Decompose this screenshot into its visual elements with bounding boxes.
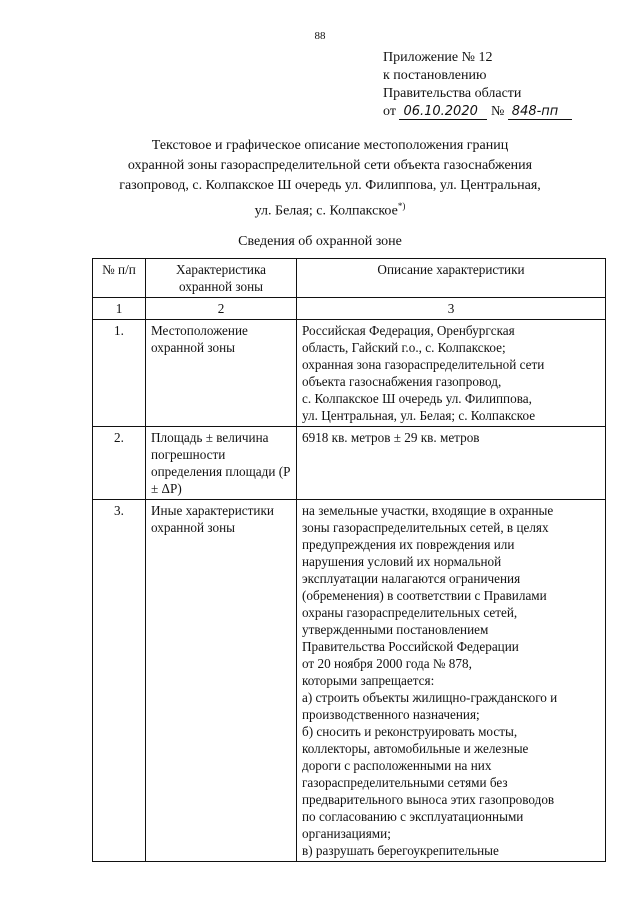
title-line-3: газопровод, с. Колпакское Ш очередь ул. Филиппова, ул. Центральная, bbox=[119, 178, 541, 193]
header-characteristic: Характеристика охранной зоны bbox=[146, 259, 297, 298]
description-line: б) сносить и реконструировать мосты, bbox=[302, 724, 518, 739]
description-line: коллекторы, автомобильные и железные bbox=[302, 741, 529, 756]
row-description bbox=[297, 427, 606, 500]
description-line: которыми запрещается: bbox=[302, 673, 435, 688]
table-row bbox=[93, 320, 606, 427]
description-line: утвержденными постановлением bbox=[302, 622, 489, 637]
number-label: № bbox=[490, 104, 505, 119]
row-description bbox=[297, 320, 606, 427]
page-number: 88 bbox=[314, 30, 326, 42]
description-line: от 20 ноября 2000 года № 878, bbox=[302, 656, 472, 671]
index-cell-3: 3 bbox=[297, 298, 606, 320]
row-number: 1. bbox=[93, 320, 146, 427]
description-line: по согласованию с эксплуатационными bbox=[302, 809, 524, 824]
table-row bbox=[93, 500, 606, 862]
appendix-date-row bbox=[383, 103, 572, 121]
document-title bbox=[90, 136, 570, 222]
row-characteristic: Площадь ± величина погрешности определения площади (Р ± ΔР) bbox=[146, 427, 297, 500]
description-line: на земельные участки, входящие в охранные bbox=[302, 503, 554, 518]
index-cell-1: 1 bbox=[93, 298, 146, 320]
row-number: 2. bbox=[93, 427, 146, 500]
appendix-block bbox=[383, 49, 572, 121]
appendix-title: Приложение № 12 bbox=[383, 50, 493, 65]
description-line: ул. Центральная, ул. Белая; с. Колпакское bbox=[302, 408, 536, 423]
column-index-row bbox=[93, 298, 606, 320]
description-line: охраны газораспределительных сетей, bbox=[302, 605, 518, 620]
description-line: предварительного выноса этих газопроводов bbox=[302, 792, 555, 807]
description-line: в) разрушать берегоукрепительные bbox=[302, 843, 499, 858]
description-line: нарушения условий их нормальной bbox=[302, 554, 502, 569]
title-line-1: Текстовое и графическое описание местоположения границ bbox=[151, 138, 509, 153]
table-header-row bbox=[93, 259, 606, 298]
row-number: 3. bbox=[93, 500, 146, 862]
description-line: а) строить объекты жилищно-гражданского и bbox=[302, 690, 558, 705]
description-line: (обременения) в соответствии с Правилами bbox=[302, 588, 547, 603]
description-line: зоны газораспределительных сетей, в целях bbox=[302, 520, 549, 535]
description-line: с. Колпакское Ш очередь ул. Филиппова, bbox=[302, 391, 532, 406]
handwritten-number: 848-пп bbox=[508, 104, 572, 120]
header-description: Описание характеристики bbox=[297, 259, 606, 298]
description-line: эксплуатации налагаются ограничения bbox=[302, 571, 521, 586]
description-line: Правительства Российской Федерации bbox=[302, 639, 519, 654]
description-line: производственного назначения; bbox=[302, 707, 480, 722]
title-line-2: охранной зоны газораспределительной сети объекта газоснабжения bbox=[127, 158, 533, 173]
description-line: организациями; bbox=[302, 826, 391, 841]
description-line: дороги с расположенными на них bbox=[302, 758, 492, 773]
appendix-line-2: к постановлению bbox=[383, 68, 487, 83]
handwritten-date: 06.10.2020 bbox=[399, 104, 487, 120]
zone-info-table bbox=[92, 258, 606, 862]
index-cell-2: 2 bbox=[146, 298, 297, 320]
title-line-4 bbox=[90, 196, 570, 222]
description-line: Российская Федерация, Оренбургская bbox=[302, 323, 515, 338]
row-characteristic: Местоположение охранной зоны bbox=[146, 320, 297, 427]
description-line: газораспределительными сетями без bbox=[302, 775, 508, 790]
table-row bbox=[93, 427, 606, 500]
description-line: область, Гайский г.о., с. Колпакское; bbox=[302, 340, 506, 355]
row-description bbox=[297, 500, 606, 862]
header-number: № п/п bbox=[93, 259, 146, 298]
title-line-4-text: ул. Белая; с. Колпакское bbox=[254, 203, 398, 219]
description-line: объекта газоснабжения газопровод, bbox=[302, 374, 502, 389]
description-line: охранная зона газораспределительной сети bbox=[302, 357, 545, 372]
from-label: от bbox=[383, 104, 396, 119]
description-line: предупреждения их повреждения или bbox=[302, 537, 515, 552]
appendix-line-3: Правительства области bbox=[383, 86, 522, 101]
footnote-mark: *) bbox=[397, 201, 406, 211]
section-subtitle: Сведения об охранной зоне bbox=[238, 234, 402, 249]
row-characteristic: Иные характеристики охранной зоны bbox=[146, 500, 297, 862]
description-line: 6918 кв. метров ± 29 кв. метров bbox=[302, 430, 480, 445]
